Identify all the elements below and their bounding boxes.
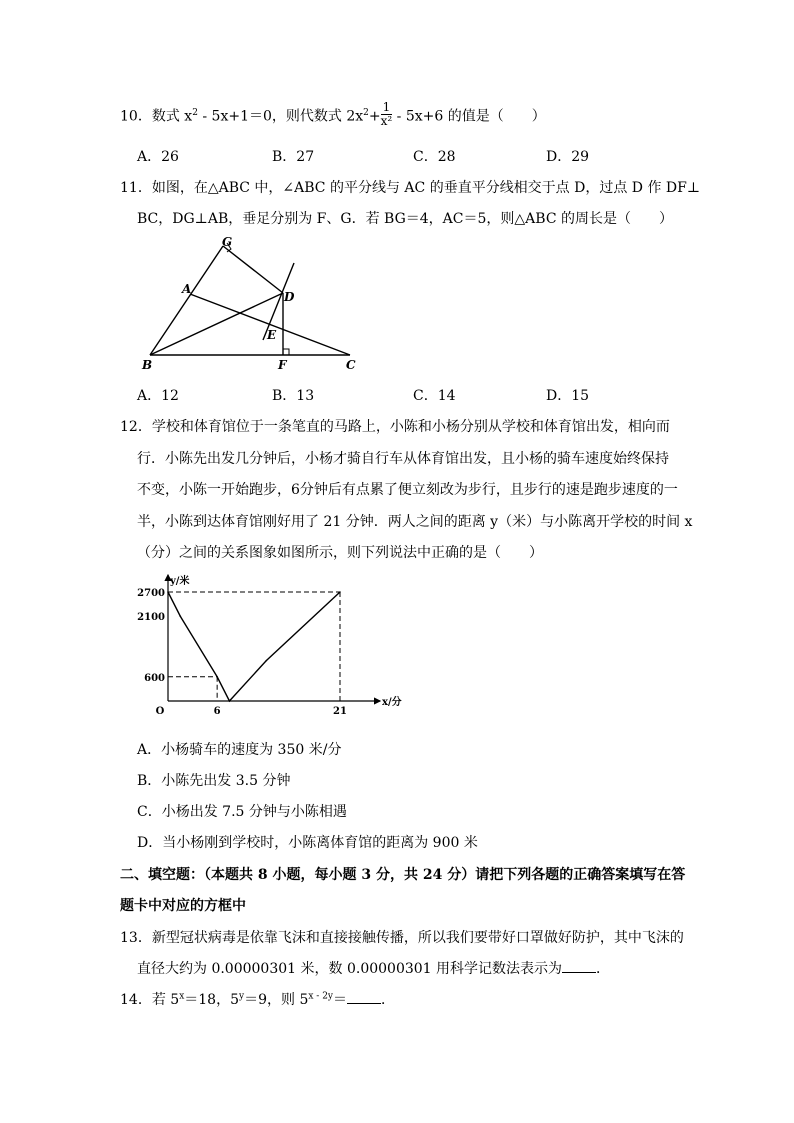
q12-stem-line1: 12．学校和体育馆位于一条笔直的马路上，小陈和小杨分别从学校和体育馆出发，相向而 (120, 419, 670, 435)
y-tick-2700: 2700 (137, 588, 165, 599)
label-G: G (222, 235, 233, 249)
right-angle-F (283, 349, 289, 355)
y-tick-2100: 2100 (137, 612, 165, 624)
q12-option-c[interactable]: C．小杨出发 7.5 分钟与小陈相遇 (137, 804, 347, 820)
q11-number: 11． (120, 180, 152, 196)
data-point-0 (167, 591, 169, 593)
q10-number: 10． (120, 108, 152, 125)
q11-option-a[interactable]: A．12 (137, 388, 179, 404)
q14-answer-blank[interactable] (347, 991, 381, 1004)
q10-option-b[interactable]: B．27 (272, 149, 315, 165)
data-point-3 (229, 700, 231, 702)
label-C: C (346, 358, 356, 372)
q13-stem-line1: 13．新型冠状病毒是依靠飞沫和直接接触传播，所以我们要带好口罩做好防护，其中飞沫的 (120, 930, 684, 946)
x-axis-label: x/分 (382, 697, 402, 708)
q12-stem-line5: （分）之间的关系图象如图所示，则下列说法中正确的是（ ） (137, 545, 543, 561)
q10-stem: 10．数式 $x^2 - 5x+1=0$，则代数式 $2x^2+$ $\frac{1}{\text{x²}}$ - 5x+6 的值是（ ） (120, 100, 546, 128)
data-point-1 (179, 615, 181, 617)
x-tick-6: 6 (213, 706, 221, 717)
q13-stem-line2: 直径大约为 0.00000301 米，数 0.00000301 用科学记数法表示为 ． (137, 961, 611, 977)
q10-option-a[interactable]: A．26 (137, 149, 179, 165)
q12-stem-line4: 半，小陈到达体育馆刚好用了 21 分钟．两人之间的距离 y（米）与小陈离开学校的时间 x (137, 514, 693, 530)
x-tick-21: 21 (333, 706, 347, 717)
q14-number: 14． (120, 992, 152, 1008)
y-tick-600: 600 (144, 672, 165, 684)
q13-number: 13． (120, 930, 152, 946)
q10-option-d[interactable]: D．29 (546, 149, 590, 165)
q12-option-b[interactable]: B．小陈先出发 3.5 分钟 (137, 773, 291, 789)
q13-answer-blank[interactable] (562, 960, 596, 973)
q11-stem-line2: BC，DG⊥AB，垂足分别为 F、G．若 BG＝4，AC＝5，则△ABC 的周长是（ ） (137, 211, 673, 227)
q12-option-d[interactable]: D．当小杨刚到学校时，小陈离体育馆的距离为 900 米 (137, 835, 478, 851)
label-A: A (182, 282, 192, 296)
q11-geometry-figure (140, 235, 380, 375)
q12-number: 12． (120, 419, 152, 435)
section2-heading-line1: 二、填空题：（本题共 8 小题，每小题 3 分，共 24 分）请把下列各题的正确答案填写在答 (120, 867, 686, 883)
label-E: E (267, 328, 277, 342)
label-D: D (284, 290, 295, 304)
data-point-4 (265, 660, 267, 662)
y-axis-label: y/米 (170, 576, 190, 587)
q11-option-b[interactable]: B．13 (272, 388, 315, 404)
data-point-5 (339, 591, 341, 593)
q12-distance-time-graph (137, 570, 402, 720)
q10-option-c[interactable]: C．28 (413, 149, 456, 165)
data-point-2 (216, 676, 218, 678)
q12-stem-line3: 不变，小陈一开始跑步，6分钟后有点累了便立刻改为步行，且步行的速是跑步速度的一 (137, 482, 678, 498)
q10-fraction: $\frac{1}{\text{x²}}$ (380, 100, 393, 128)
q11-option-c[interactable]: C．14 (413, 388, 456, 404)
q12-option-a[interactable]: A．小杨骑车的速度为 350 米/分 (137, 742, 342, 758)
q12-stem-line2: 行．小陈先出发几分钟后，小杨才骑自行车从体育馆出发，且小杨的骑车速度始终保持 (137, 451, 669, 467)
q11-option-d[interactable]: D．15 (546, 388, 590, 404)
label-F: F (278, 358, 287, 372)
segment-DG (223, 246, 283, 293)
q11-stem-line1: 11．如图，在△ABC 中，∠ABC 的平分线与 AC 的垂直平分线相交于点 D，过点 D 作 DF⊥ (120, 180, 701, 196)
label-B: B (142, 358, 153, 372)
distance-series-line (168, 592, 340, 701)
q14-stem: 14．若 $5^x=18$，$5^y=9$，则 $5^{x - 2y}=$ ． (120, 991, 396, 1008)
section2-heading-line2: 题卡中对应的方框中 (120, 898, 246, 914)
origin-label: O (155, 706, 165, 717)
